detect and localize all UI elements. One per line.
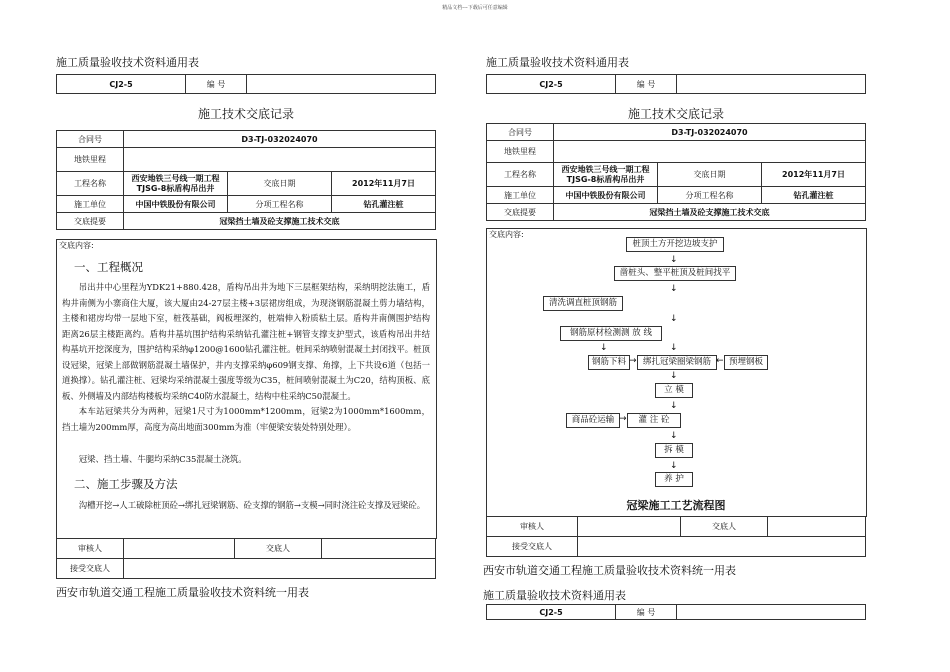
date-value: 2012年11月7日 bbox=[332, 172, 436, 196]
form-code: CJ2-5 bbox=[487, 75, 616, 94]
receiver-label: 接受交底人 bbox=[57, 559, 124, 579]
project-value-2: TJSG-8标盾构吊出井 bbox=[566, 174, 645, 184]
flow-step-embed-plate: 预埋钢板 bbox=[724, 355, 768, 370]
flow-arrow-down-icon: ↓ bbox=[670, 431, 678, 441]
flow-arrow-down-icon: ↓ bbox=[670, 401, 678, 411]
date-value: 2012年11月7日 bbox=[762, 163, 866, 187]
project-label: 工程名称 bbox=[57, 172, 124, 196]
flow-arrow-right-icon: → bbox=[619, 414, 627, 424]
discloser-value bbox=[768, 517, 866, 537]
project-value-2: TJSG-8标盾构吊出井 bbox=[136, 183, 215, 193]
contract-value: D3-TJ-032024070 bbox=[124, 131, 436, 148]
paragraph-crown-beam: 本车站冠梁共分为两种，冠梁1尺寸为1000mm*1200mm，冠梁2为1000mm*1600mm，挡土墙为200mm厚，高度为高出地面300mm为准（牢便梁安装处特别处理）。 bbox=[62, 406, 430, 432]
subproject-value: 钻孔灌注桩 bbox=[332, 196, 436, 213]
flow-step-rebar-clean: 清洗调直桩顶钢筋 bbox=[543, 296, 623, 311]
flow-step-excavation: 桩顶土方开挖边坡支护 bbox=[626, 237, 724, 252]
left-info-table bbox=[56, 130, 436, 230]
left-section-title: 施工质量验收技术资料通用表 bbox=[56, 56, 199, 69]
flow-step-pile-head: 凿桩头、整平桩顶及桩间找平 bbox=[614, 266, 736, 281]
left-sign-table bbox=[56, 538, 436, 579]
summary-value: 冠梁挡土墙及砼支撑施工技术交底 bbox=[124, 213, 436, 230]
location-label: 地铁里程 bbox=[487, 141, 554, 163]
location-value bbox=[554, 141, 866, 163]
flow-arrow-down-icon: ↓ bbox=[670, 461, 678, 471]
reviewer-value bbox=[124, 539, 235, 559]
flow-step-concrete-transport: 商品砼运输 bbox=[566, 413, 620, 428]
right-content-label: 交底内容: bbox=[489, 230, 524, 239]
right-doc-title: 施工技术交底记录 bbox=[627, 107, 724, 121]
right-section-title: 施工质量验收技术资料通用表 bbox=[486, 56, 629, 69]
left-content-label: 交底内容: bbox=[59, 241, 94, 250]
flow-arrow-down-icon: ↓ bbox=[600, 343, 608, 353]
project-label: 工程名称 bbox=[487, 163, 554, 187]
summary-value: 冠梁挡土墙及砼支撑施工技术交底 bbox=[554, 204, 866, 221]
paragraph-overview: 吊出井中心里程为YDK21+880.428，盾构吊出井为地下三层框架结构，采纳明挖法施工，盾构井南侧为小寨商住大厦，该大厦由24-27层主楼+3层裙房组成，为现浇钢筋混凝土剪力墙结构，主楼和裙房均带一层地下室，桩筏基础，阀板埋深约，桩端伸入粉质粘土层。盾构井南侧围护结构距离26层主楼距离约。盾构井基坑围护结构采纳钻孔灌注桩+钢管支撑支护型式，该盾构吊出井结构基坑开挖深度为，围护结构采纳φ1200@1600钻孔灌注桩。桩间采纳喷射混凝土封闭找平。桩顶设冠梁，冠梁上部做钢筋混凝土墙保护，井内支撑采纳φ609钢支撑、角撑，上下共设6道（包括一道换撑）。钻孔灌注桩、冠梁均采纳混凝土强度等级为C35，桩间喷射混凝土为C20，结构顶板、底板、外侧墙及内部结构楼板均采纳C40防水混凝土，结构中柱采纳C50混凝土。 bbox=[62, 282, 430, 401]
number-value bbox=[247, 75, 436, 94]
flow-step-rebar-bind: 绑扎冠梁圈梁钢筋 bbox=[637, 355, 717, 370]
project-value-1: 西安地铁三号线一期工程 bbox=[131, 173, 220, 183]
discloser-label: 交底人 bbox=[235, 539, 322, 559]
right-info-table bbox=[486, 123, 866, 221]
right-next-section-title: 施工质量验收技术资料通用表 bbox=[483, 589, 626, 602]
flow-arrow-down-icon: ↓ bbox=[670, 255, 678, 265]
right-form-code-table bbox=[486, 74, 866, 94]
reviewer-label: 审核人 bbox=[57, 539, 124, 559]
left-form-code-table bbox=[56, 74, 436, 94]
reviewer-label: 审核人 bbox=[487, 517, 578, 537]
heading-steps: 二、施工步骤及方法 bbox=[74, 477, 178, 491]
right-next-form-code-table bbox=[486, 604, 866, 620]
flow-arrow-left-icon: ← bbox=[716, 356, 724, 366]
flow-arrow-down-icon: ↓ bbox=[670, 284, 678, 294]
contract-label: 合同号 bbox=[57, 131, 124, 148]
flowchart-caption: 冠梁施工工艺流程图 bbox=[626, 499, 726, 512]
date-label: 交底日期 bbox=[228, 172, 332, 196]
paragraph-concrete: 冠梁、挡土墙、牛腿均采纳C35混凝土浇筑。 bbox=[78, 454, 247, 464]
receiver-value bbox=[578, 537, 866, 557]
flow-step-cure: 养 护 bbox=[655, 472, 693, 487]
flow-step-rebar-cut: 钢筋下料 bbox=[588, 355, 630, 370]
header-note: 精品文档---下载后可任意编辑 bbox=[442, 5, 508, 11]
form-code: CJ2-5 bbox=[487, 605, 616, 620]
unit-value: 中国中铁股份有限公司 bbox=[554, 187, 658, 204]
receiver-label: 接受交底人 bbox=[487, 537, 578, 557]
number-label: 编 号 bbox=[616, 75, 677, 94]
number-value bbox=[677, 605, 866, 620]
project-value-1: 西安地铁三号线一期工程 bbox=[561, 164, 650, 174]
flow-step-demold: 拆 模 bbox=[655, 443, 693, 458]
left-footer: 西安市轨道交通工程施工质量验收技术资料统一用表 bbox=[56, 586, 309, 599]
number-label: 编 号 bbox=[186, 75, 247, 94]
subproject-value: 钻孔灌注桩 bbox=[762, 187, 866, 204]
date-label: 交底日期 bbox=[658, 163, 762, 187]
reviewer-value bbox=[578, 517, 681, 537]
contract-label: 合同号 bbox=[487, 124, 554, 141]
left-doc-title: 施工技术交底记录 bbox=[197, 107, 294, 121]
heading-overview: 一、工程概况 bbox=[74, 260, 143, 274]
receiver-value bbox=[124, 559, 436, 579]
subproject-label: 分项工程名称 bbox=[228, 196, 332, 213]
flow-arrow-down-icon: ↓ bbox=[670, 343, 678, 353]
flow-arrow-right-icon: → bbox=[629, 356, 637, 366]
form-code: CJ2-5 bbox=[57, 75, 186, 94]
flow-arrow-down-icon: ↓ bbox=[670, 371, 678, 381]
location-value bbox=[124, 148, 436, 172]
flow-step-formwork: 立 模 bbox=[655, 383, 693, 398]
right-footer: 西安市轨道交通工程施工质量验收技术资料统一用表 bbox=[483, 564, 736, 577]
paragraph-steps: 沟槽开挖→人工破除桩顶砼→绑扎冠梁钢筋、砼支撑的钢筋→支模→同时浇注砼支撑及冠梁砼。 bbox=[78, 500, 426, 510]
discloser-label: 交底人 bbox=[681, 517, 768, 537]
contract-value: D3-TJ-032024070 bbox=[554, 124, 866, 141]
summary-label: 交底提要 bbox=[57, 213, 124, 230]
flow-arrow-down-icon: ↓ bbox=[670, 314, 678, 324]
right-sign-table bbox=[486, 516, 866, 557]
discloser-value bbox=[322, 539, 436, 559]
unit-label: 施工单位 bbox=[57, 196, 124, 213]
unit-label: 施工单位 bbox=[487, 187, 554, 204]
location-label: 地铁里程 bbox=[57, 148, 124, 172]
number-value bbox=[677, 75, 866, 94]
summary-label: 交底提要 bbox=[487, 204, 554, 221]
unit-value: 中国中铁股份有限公司 bbox=[124, 196, 228, 213]
subproject-label: 分项工程名称 bbox=[658, 187, 762, 204]
flow-step-pour: 灌 注 砼 bbox=[627, 413, 681, 428]
number-label: 编 号 bbox=[616, 605, 677, 620]
flow-step-rebar-test: 钢筋原材检测测 放 线 bbox=[560, 326, 662, 341]
